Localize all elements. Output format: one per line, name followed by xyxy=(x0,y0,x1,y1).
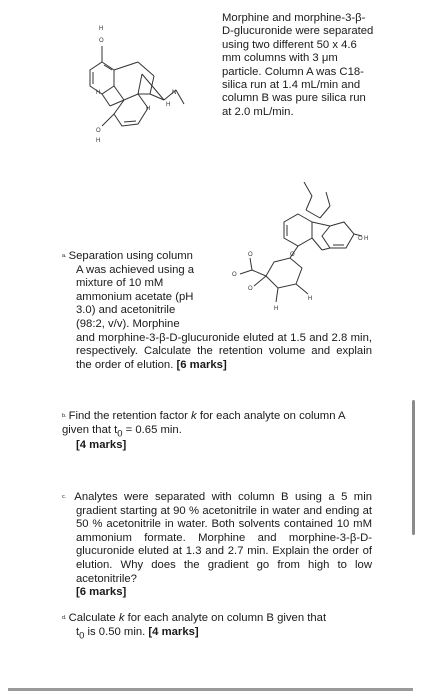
atom-label: O xyxy=(290,252,295,258)
atom-label: O xyxy=(248,286,253,292)
question-d xyxy=(62,612,372,641)
k-symbol: k xyxy=(118,612,125,624)
question-c xyxy=(62,491,372,600)
question-text: and morphine-3-β-D-glucuronide eluted at 1.5 and 2.8 min, respectively. Calculate the retention volume and explain the order of elution. xyxy=(76,331,372,371)
question-marker: a. xyxy=(62,253,67,259)
marks-label: [6 marks] xyxy=(176,358,227,371)
intro-paragraph: Morphine and morphine-3-β-D-glucuronide were separated using two different 50 x 4.6 mm columns with 3 μm particle. Column A was C18-silica run at 1.4 mL/min and column B was pure silica run at 2.0 mL/min. xyxy=(222,12,374,118)
marks-label: [6 marks] xyxy=(76,586,127,599)
atom-label: N xyxy=(172,90,177,96)
atom-label: H xyxy=(274,306,279,312)
atom-label: H xyxy=(166,102,171,108)
question-text: 3.0) and acetonitrile xyxy=(76,304,176,317)
question-text: for each analyte on column A given that t xyxy=(62,410,345,436)
question-text: Analytes were separated with column B using a 5 min gradient starting at 90 % acetonitrile in water and ending at 50 % acetonitrile in water. Both solvents contained 10 mM ammonium formate. Morphine and morphine-3-β-D-glucuronide eluted at 1.3 and 2.7 min. Explain the order of elution. Why does the gradient go from high to low acetonitrile? xyxy=(74,491,372,585)
atom-label: O xyxy=(232,272,237,278)
atom-label: H xyxy=(99,26,104,32)
subscript: 0 xyxy=(117,426,123,438)
scrollbar[interactable] xyxy=(412,400,415,535)
atom-label: H xyxy=(96,90,101,96)
question-text: for each analyte on column B given that xyxy=(124,612,327,624)
question-text: is 0.50 min. xyxy=(84,625,146,638)
morphine-structure xyxy=(80,14,210,154)
atom-label: H xyxy=(364,236,369,242)
atom-label: O xyxy=(248,252,253,258)
subscript: 0 xyxy=(79,628,85,640)
question-text: (98:2, v/v). Morphine xyxy=(76,317,180,330)
atom-label: O xyxy=(99,38,104,44)
question-text: t xyxy=(76,625,80,638)
question-marker: c. xyxy=(62,494,67,500)
question-text: ammonium acetate (pH xyxy=(76,290,194,303)
question-a xyxy=(62,250,372,372)
question-text: Find the retention factor xyxy=(68,410,192,422)
question-text: mixture of 10 mM xyxy=(76,277,164,290)
question-marker: d. xyxy=(62,615,67,621)
atom-label: H xyxy=(96,138,101,144)
question-text: Separation using column xyxy=(68,250,193,262)
marks-label: [4 marks] xyxy=(148,625,199,638)
question-marker: b. xyxy=(62,413,67,419)
question-text: = 0.65 min. xyxy=(122,423,182,436)
bottom-divider xyxy=(8,688,413,691)
marks-label: [4 marks] xyxy=(76,439,127,452)
atom-label: O xyxy=(96,128,101,134)
question-text: A was achieved using a xyxy=(76,263,195,276)
question-b xyxy=(62,410,362,453)
k-symbol: k xyxy=(191,410,197,422)
atom-label: O xyxy=(358,236,363,242)
atom-label: H xyxy=(308,296,313,302)
question-text: Calculate xyxy=(68,612,119,624)
atom-label: H xyxy=(146,106,151,112)
